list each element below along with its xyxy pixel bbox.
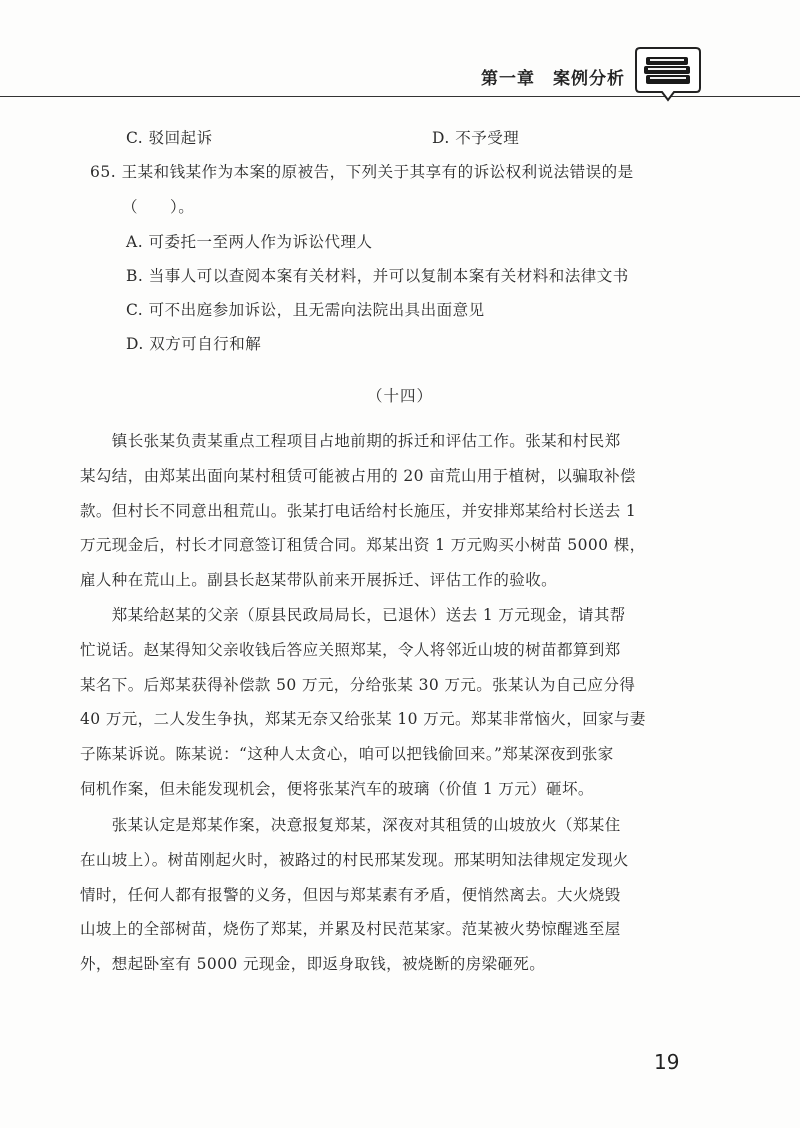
q65-option-a: A. 可委托一至两人作为诉讼代理人 [126,233,373,251]
paragraph-line: 某名下。后郑某获得补偿款 50 万元，分给张某 30 万元。张某认为自己应分得 [80,675,636,694]
q65-stem-line1: 65. 王某和钱某作为本案的原被告，下列关于其享有的诉讼权利说法错误的是 [90,163,634,181]
case-paragraph-3 [80,808,629,982]
books-icon [634,44,702,106]
paragraph-line: 款。但村长不同意出租荒山。张某打电话给村长施压，并安排郑某给村长送去 1 [80,501,637,520]
paragraph-line: 忙说话。赵某得知父亲收钱后答应关照郑某，令人将邻近山坡的树苗都算到郑 [80,640,621,659]
q64-option-c: C. 驳回起诉 [126,129,213,147]
paragraph-line: 在山坡上）。树苗刚起火时，被路过的村民邢某发现。邢某明知法律规定发现火 [80,850,629,869]
case-paragraph-2 [80,598,646,807]
paragraph-line: 张某认定是郑某作案，决意报复郑某，深夜对其租赁的山坡放火（郑某住 [80,816,621,834]
paragraph-line: 山坡上的全部树苗，烧伤了郑某，并累及村民范某家。范某被火势惊醒逃至屋 [80,920,621,939]
case-paragraph-1 [80,424,646,598]
paragraph-line: 伺机作案，但未能发现机会，便将张某汽车的玻璃（价值 1 万元）砸坏。 [80,779,594,798]
q65-option-d: D. 双方可自行和解 [126,335,262,353]
paragraph-line: 子陈某诉说。陈某说：“这种人太贪心，咱可以把钱偷回来。”郑某深夜到张家 [80,745,614,764]
paragraph-line: 情时，任何人都有报警的义务，但因与郑某素有矛盾，便悄然离去。大火烧毁 [80,885,621,904]
chapter-title: 第一章 案例分析 [481,69,625,89]
paragraph-line: 某勾结，由郑某出面向某村租赁可能被占用的 20 亩荒山用于植树，以骗取补偿 [80,466,636,485]
q64-option-d: D. 不予受理 [432,129,520,147]
paragraph-line: 外，想起卧室有 5000 元现金，即返身取钱，被烧断的房梁砸死。 [80,955,546,974]
page-number: 19 [654,1050,680,1074]
paragraph-line: 雇人种在荒山上。副县长赵某带队前来开展拆迁、评估工作的验收。 [80,571,558,590]
paragraph-line: 万元现金后，村长才同意签订租赁合同。郑某出资 1 万元购买小树苗 5000 棵， [80,536,646,555]
paragraph-line: 40 万元，二人发生争执，郑某无奈又给张某 10 万元。郑某非常恼火，回家与妻 [80,710,646,729]
q65-option-c: C. 可不出庭参加诉讼，且无需向法院出具出面意见 [126,301,485,319]
paragraph-line: 镇长张某负责某重点工程项目占地前期的拆迁和评估工作。张某和村民郑 [80,432,621,450]
page-header [0,0,800,110]
q65-option-b: B. 当事人可以查阅本案有关材料，并可以复制本案有关材料和法律文书 [126,267,629,285]
q65-stem-line2: （ ）。 [122,198,195,216]
paragraph-line: 郑某给赵某的父亲（原县民政局局长，已退休）送去 1 万元现金，请其帮 [80,606,626,624]
section-title: （十四） [366,387,433,405]
